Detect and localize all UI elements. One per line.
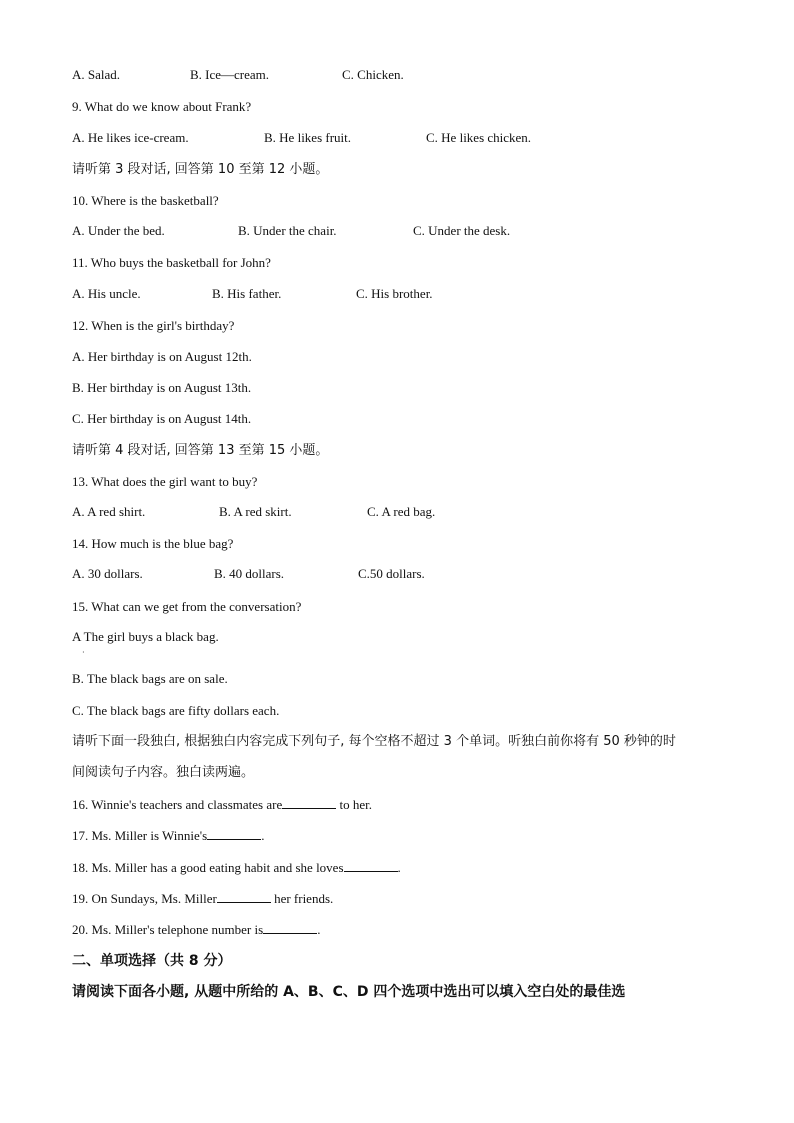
fill-item-17-tail: . [261,828,265,843]
q10-option-a[interactable]: A. Under the bed. [72,223,165,238]
fill-item-20-tail: . [317,922,321,937]
fill-item-16-text: 16. Winnie's teachers and classmates are [72,797,283,812]
q9-option-b[interactable]: B. He likes fruit. [264,130,352,145]
fill-item-16-tail: to her. [336,797,372,812]
fill-item-19-text: 19. On Sundays, Ms. Miller [72,891,217,906]
section2-instruction: 请阅读下面各小题, 从题中所给的 A、B、C、D 四个选项中选出可以填入空白处的最佳选 [72,984,626,1000]
q10-option-b[interactable]: B. Under the chair. [238,223,337,238]
q8-option-b[interactable]: B. Ice—cream. [190,67,270,82]
q14-stem: 14. How much is the blue bag? [72,536,234,551]
answer-blank-19[interactable] [217,889,271,903]
q13-option-a[interactable]: A. A red shirt. [72,504,146,519]
q8-option-c[interactable]: C. Chicken. [342,67,404,82]
q15-stem: 15. What can we get from the conversation? [72,599,302,614]
q9-stem: 9. What do we know about Frank? [72,99,252,114]
q10-option-c[interactable]: C. Under the desk. [413,223,511,238]
q15-option-c[interactable]: C. The black bags are fifty dollars each. [72,703,280,718]
q10-stem: 10. Where is the basketball? [72,193,219,208]
q12-stem: 12. When is the girl's birthday? [72,318,235,333]
q15-option-b[interactable]: B. The black bags are on sale. [72,671,228,686]
answer-blank-17[interactable] [207,826,261,840]
q9-option-a[interactable]: A. He likes ice-cream. [72,130,189,145]
q11-option-c[interactable]: C. His brother. [356,286,433,301]
fill-item-18 [72,858,401,877]
q8-option-a[interactable]: A. Salad. [72,67,121,82]
monologue-instruction-line1: 请听下面一段独白, 根据独白内容完成下列句子, 每个空格不超过 3 个单词。听独白前你将有 50 秒钟的时 [72,734,676,749]
fill-item-17 [72,826,264,845]
answer-blank-16[interactable] [282,795,336,809]
q15-option-a[interactable]: A The girl buys a black bag. [72,629,219,644]
answer-blank-18[interactable] [344,858,398,872]
q14-option-a[interactable]: A. 30 dollars. [72,566,143,581]
fill-item-19-tail: her friends. [270,891,334,906]
q14-option-b[interactable]: B. 40 dollars. [214,566,285,581]
q13-option-c[interactable]: C. A red bag. [367,504,436,519]
fill-item-20 [72,920,320,939]
q11-option-a[interactable]: A. His uncle. [72,286,141,301]
section2-title: 二、单项选择（共 8 分） [72,953,232,969]
answer-blank-20[interactable] [263,920,317,934]
q13-option-b[interactable]: B. A red skirt. [219,504,292,519]
stray-dot: · [82,648,85,657]
q14-option-c[interactable]: C.50 dollars. [358,566,425,581]
monologue-instruction-line2: 间阅读句子内容。独白读两遍。 [72,765,255,780]
section3-instruction: 请听第 3 段对话, 回答第 10 至第 12 小题。 [72,162,329,177]
q13-stem: 13. What does the girl want to buy? [72,474,258,489]
fill-item-18-text: 18. Ms. Miller has a good eating habit and she loves [72,860,344,875]
q12-option-b[interactable]: B. Her birthday is on August 13th. [72,380,252,395]
fill-item-17-text: 17. Ms. Miller is Winnie's [72,828,208,843]
q9-option-c[interactable]: C. He likes chicken. [426,130,532,145]
fill-item-18-tail: . [397,860,401,875]
fill-item-19 [72,889,333,908]
fill-item-16 [72,795,372,814]
q12-option-a[interactable]: A. Her birthday is on August 12th. [72,349,252,364]
q11-stem: 11. Who buys the basketball for John? [72,255,271,270]
section4-instruction: 请听第 4 段对话, 回答第 13 至第 15 小题。 [72,443,329,458]
q12-option-c[interactable]: C. Her birthday is on August 14th. [72,411,252,426]
fill-item-20-text: 20. Ms. Miller's telephone number is [72,922,264,937]
q11-option-b[interactable]: B. His father. [212,286,282,301]
